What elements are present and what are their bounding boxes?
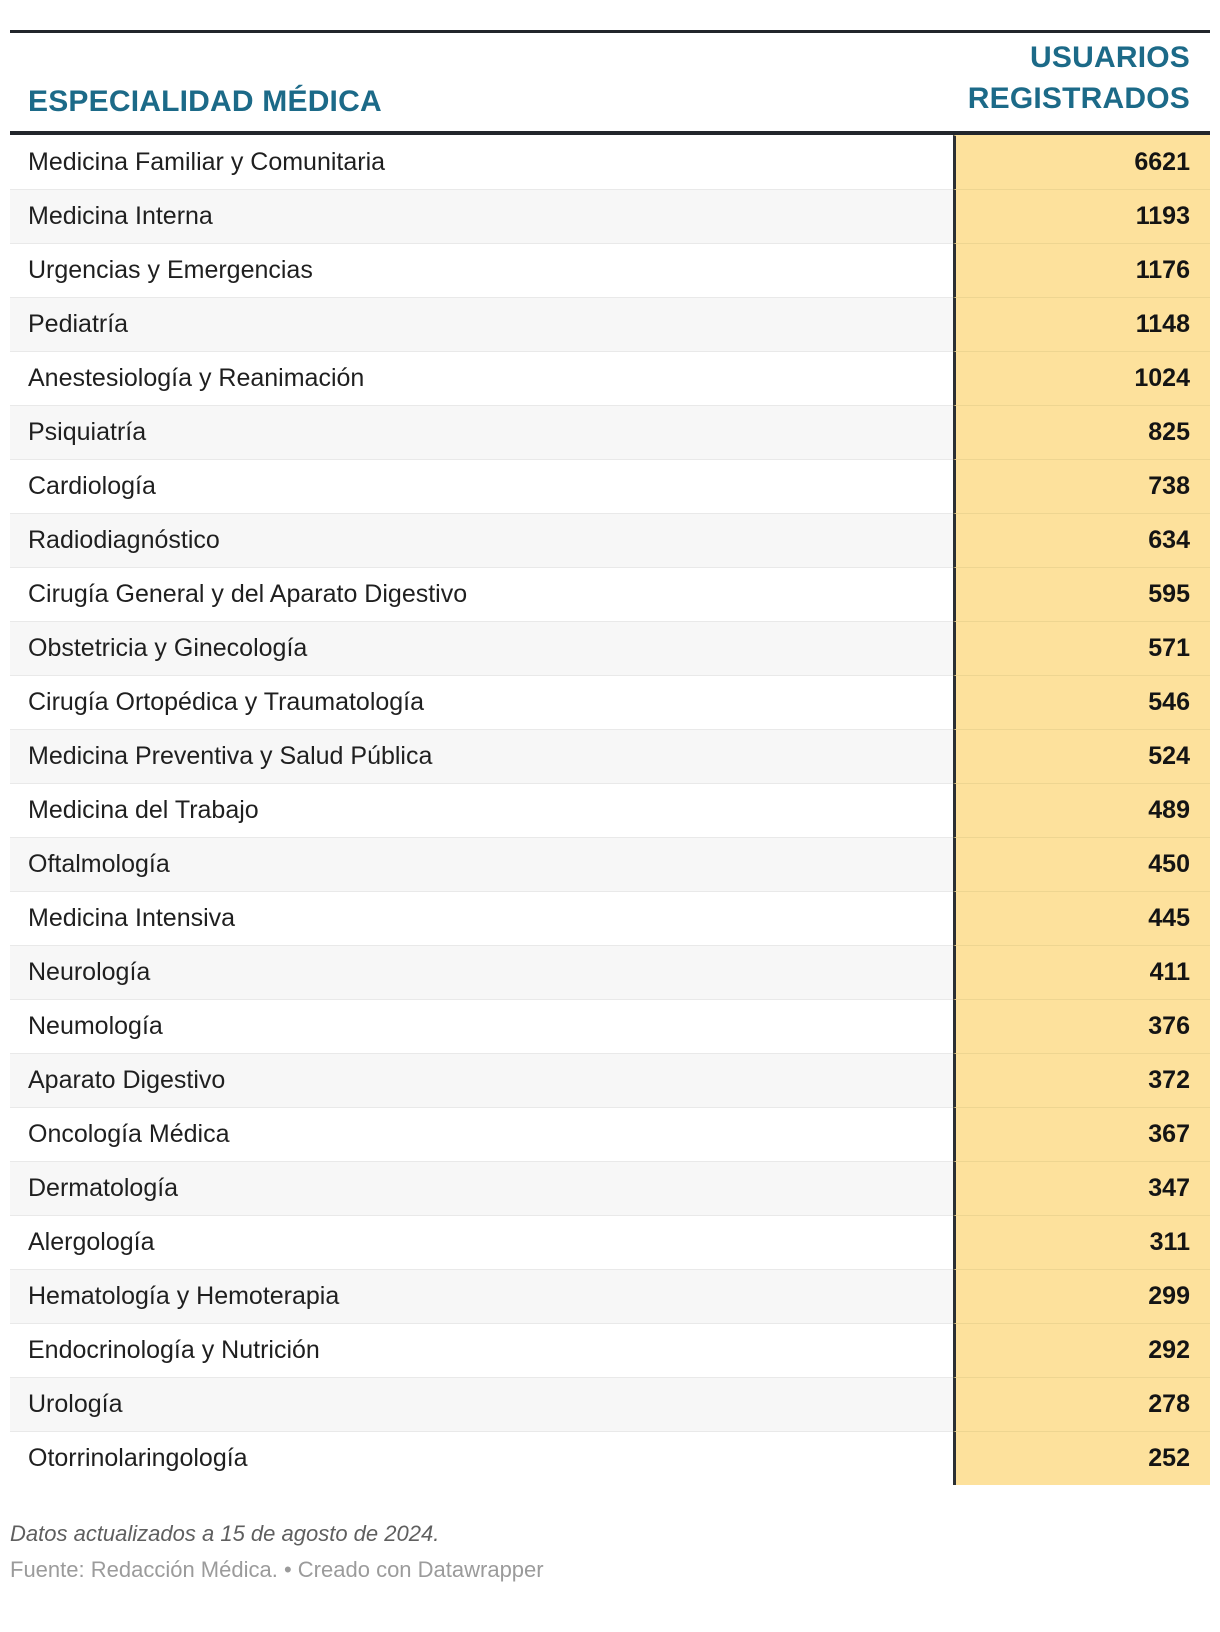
specialty-cell: Medicina Preventiva y Salud Pública: [10, 729, 953, 783]
specialty-cell: Cardiología: [10, 459, 953, 513]
users-cell: 367: [953, 1107, 1210, 1161]
source-line: [10, 1557, 1210, 1583]
table-header-row: [10, 33, 1210, 135]
users-cell: 252: [953, 1431, 1210, 1485]
table-row: [10, 1431, 1210, 1485]
datawrapper-table: [10, 30, 1210, 1485]
users-cell: 372: [953, 1053, 1210, 1107]
users-cell: 1024: [953, 351, 1210, 405]
specialty-cell: Medicina Familiar y Comunitaria: [10, 135, 953, 189]
users-cell: 546: [953, 675, 1210, 729]
source-link[interactable]: Redacción Médica.: [90, 1557, 278, 1582]
users-cell: 6621: [953, 135, 1210, 189]
users-cell: 278: [953, 1377, 1210, 1431]
users-cell: 1148: [953, 297, 1210, 351]
users-cell: 634: [953, 513, 1210, 567]
specialty-cell: Psiquiatría: [10, 405, 953, 459]
specialty-cell: Otorrinolaringología: [10, 1431, 953, 1485]
table-row: [10, 1053, 1210, 1107]
users-cell: 1193: [953, 189, 1210, 243]
table-row: [10, 891, 1210, 945]
table-row: [10, 351, 1210, 405]
source-label: Fuente:: [10, 1557, 85, 1582]
datawrapper-attribution-link[interactable]: Creado con Datawrapper: [297, 1557, 544, 1582]
data-updated-note: Datos actualizados a 15 de agosto de 2024.: [10, 1521, 440, 1546]
users-cell: 450: [953, 837, 1210, 891]
specialty-cell: Cirugía General y del Aparato Digestivo: [10, 567, 953, 621]
table-row: [10, 1377, 1210, 1431]
users-cell: 376: [953, 999, 1210, 1053]
table-row: [10, 1323, 1210, 1377]
chart-footer: [10, 1521, 1210, 1583]
specialty-cell: Medicina Interna: [10, 189, 953, 243]
specialty-cell: Neumología: [10, 999, 953, 1053]
specialty-cell: Dermatología: [10, 1161, 953, 1215]
table-row: [10, 567, 1210, 621]
specialty-cell: Urología: [10, 1377, 953, 1431]
specialty-cell: Neurología: [10, 945, 953, 999]
specialty-cell: Medicina Intensiva: [10, 891, 953, 945]
table-row: [10, 189, 1210, 243]
users-cell: 299: [953, 1269, 1210, 1323]
specialty-cell: Alergología: [10, 1215, 953, 1269]
column-header-specialty: ESPECIALIDAD MÉDICA: [28, 85, 382, 118]
specialty-cell: Medicina del Trabajo: [10, 783, 953, 837]
table-row: [10, 621, 1210, 675]
specialty-cell: Anestesiología y Reanimación: [10, 351, 953, 405]
table-row: [10, 459, 1210, 513]
users-cell: 347: [953, 1161, 1210, 1215]
specialty-cell: Aparato Digestivo: [10, 1053, 953, 1107]
table-row: [10, 783, 1210, 837]
table-row: [10, 135, 1210, 189]
users-cell: 738: [953, 459, 1210, 513]
column-header-users-line2: REGISTRADOS: [967, 82, 1190, 115]
table-row: [10, 513, 1210, 567]
column-header-users: [968, 37, 1210, 119]
specialty-cell: Endocrinología y Nutrición: [10, 1323, 953, 1377]
table-row: [10, 243, 1210, 297]
specialty-cell: Pediatría: [10, 297, 953, 351]
users-cell: 311: [953, 1215, 1210, 1269]
table-row: [10, 405, 1210, 459]
table-row: [10, 999, 1210, 1053]
table-row: [10, 297, 1210, 351]
specialty-cell: Oftalmología: [10, 837, 953, 891]
users-cell: 825: [953, 405, 1210, 459]
table-row: [10, 1161, 1210, 1215]
table-row: [10, 837, 1210, 891]
specialty-cell: Obstetricia y Ginecología: [10, 621, 953, 675]
users-cell: 411: [953, 945, 1210, 999]
users-cell: 1176: [953, 243, 1210, 297]
users-cell: 571: [953, 621, 1210, 675]
table-row: [10, 729, 1210, 783]
users-cell: 524: [953, 729, 1210, 783]
specialty-cell: Oncología Médica: [10, 1107, 953, 1161]
specialty-cell: Radiodiagnóstico: [10, 513, 953, 567]
users-cell: 445: [953, 891, 1210, 945]
table-row: [10, 675, 1210, 729]
specialty-cell: Cirugía Ortopédica y Traumatología: [10, 675, 953, 729]
specialty-cell: Hematología y Hemoterapia: [10, 1269, 953, 1323]
table-row: [10, 1215, 1210, 1269]
table-row: [10, 945, 1210, 999]
table-row: [10, 1269, 1210, 1323]
users-cell: 292: [953, 1323, 1210, 1377]
users-cell: 595: [953, 567, 1210, 621]
separator-dot: •: [283, 1557, 292, 1582]
table-body: [10, 135, 1210, 1485]
column-header-users-line1: USUARIOS: [1030, 41, 1190, 74]
table-row: [10, 1107, 1210, 1161]
specialty-cell: Urgencias y Emergencias: [10, 243, 953, 297]
users-cell: 489: [953, 783, 1210, 837]
